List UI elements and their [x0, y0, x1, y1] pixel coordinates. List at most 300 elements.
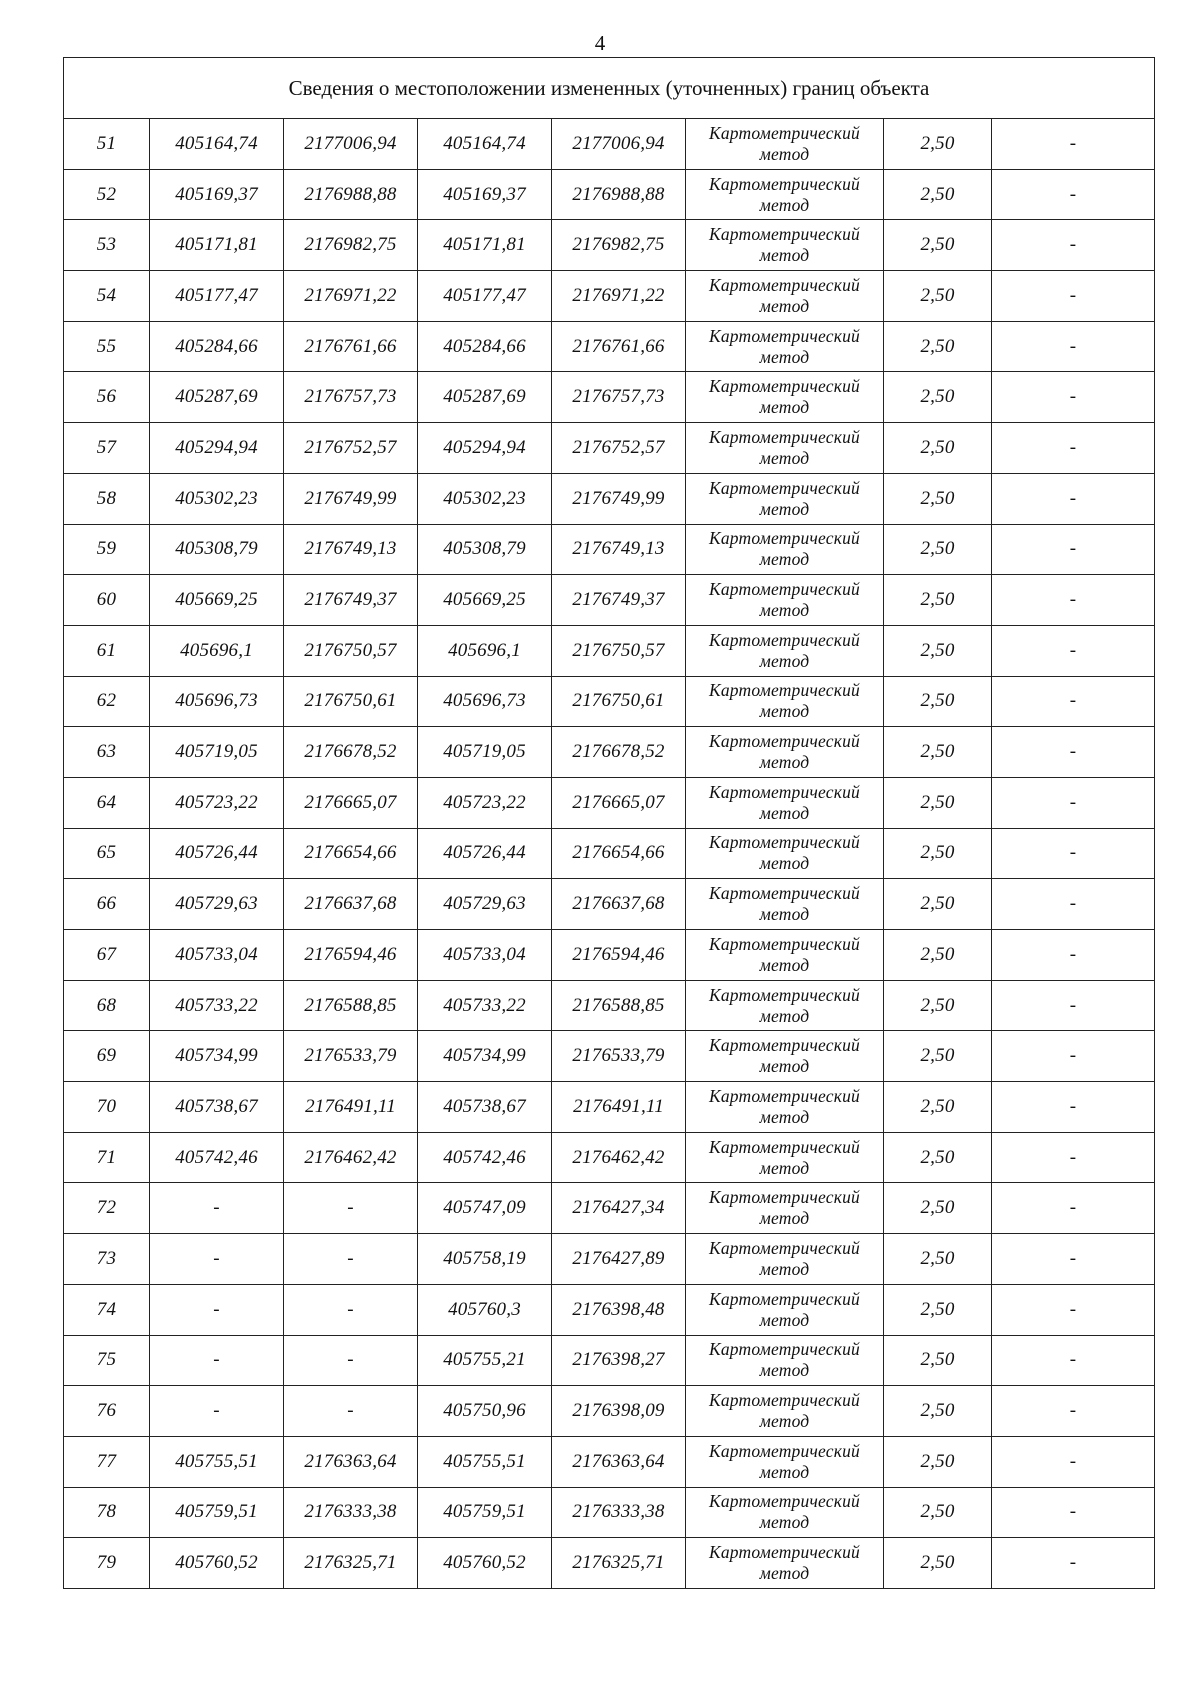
- accuracy-cell: 2,50: [884, 930, 992, 981]
- existing-y-cell: 2176491,11: [284, 1082, 418, 1133]
- table-row: [64, 625, 1155, 676]
- method-cell: [686, 1335, 884, 1386]
- method-line-2: метод: [759, 143, 810, 164]
- method-line-1: Картометрический: [709, 832, 860, 853]
- method-line-2: метод: [759, 1005, 810, 1026]
- refined-y-cell: 2176462,42: [552, 1132, 686, 1183]
- existing-y-cell: 2176757,73: [284, 372, 418, 423]
- existing-x-cell: 405164,74: [150, 119, 284, 170]
- refined-x-cell: 405758,19: [418, 1234, 552, 1285]
- refined-x-cell: 405733,22: [418, 980, 552, 1031]
- method-line-1: Картометрический: [709, 781, 860, 802]
- method-line-2: метод: [759, 1563, 810, 1584]
- existing-y-cell: 2176665,07: [284, 777, 418, 828]
- refined-x-cell: 405726,44: [418, 828, 552, 879]
- table-row: [64, 575, 1155, 626]
- table-row: [64, 1284, 1155, 1335]
- method-line-2: метод: [759, 1512, 810, 1533]
- point-number-cell: 63: [64, 727, 150, 778]
- method-line-1: Картометрический: [709, 1237, 860, 1258]
- refined-y-cell: 2176588,85: [552, 980, 686, 1031]
- point-number-cell: 78: [64, 1487, 150, 1538]
- refined-y-cell: 2176427,89: [552, 1234, 686, 1285]
- method-cell: [686, 1284, 884, 1335]
- table-header-row: [64, 58, 1155, 119]
- accuracy-cell: 2,50: [884, 423, 992, 474]
- existing-y-cell: 2176750,61: [284, 676, 418, 727]
- note-cell: -: [992, 372, 1155, 423]
- existing-x-cell: 405733,04: [150, 930, 284, 981]
- note-cell: -: [992, 524, 1155, 575]
- method-cell: [686, 473, 884, 524]
- point-number-cell: 67: [64, 930, 150, 981]
- note-cell: -: [992, 1335, 1155, 1386]
- accuracy-cell: 2,50: [884, 220, 992, 271]
- table-row: [64, 1183, 1155, 1234]
- method-line-2: метод: [759, 904, 810, 925]
- method-line-2: метод: [759, 498, 810, 519]
- table-row: [64, 879, 1155, 930]
- existing-y-cell: 2176678,52: [284, 727, 418, 778]
- point-number-cell: 59: [64, 524, 150, 575]
- point-number-cell: 60: [64, 575, 150, 626]
- existing-y-cell: 2176363,64: [284, 1436, 418, 1487]
- method-cell: [686, 828, 884, 879]
- note-cell: -: [992, 980, 1155, 1031]
- method-line-1: Картометрический: [709, 426, 860, 447]
- method-line-1: Картометрический: [709, 1035, 860, 1056]
- method-line-2: метод: [759, 650, 810, 671]
- table-row: [64, 423, 1155, 474]
- existing-y-cell: 2176971,22: [284, 271, 418, 322]
- method-line-2: метод: [759, 397, 810, 418]
- existing-y-cell: 2176594,46: [284, 930, 418, 981]
- method-cell: [686, 980, 884, 1031]
- accuracy-cell: 2,50: [884, 879, 992, 930]
- existing-y-cell: -: [284, 1234, 418, 1285]
- page-number: 4: [594, 31, 606, 55]
- refined-x-cell: 405284,66: [418, 321, 552, 372]
- point-number-cell: 74: [64, 1284, 150, 1335]
- point-number-cell: 51: [64, 119, 150, 170]
- method-line-1: Картометрический: [709, 1136, 860, 1157]
- refined-x-cell: 405723,22: [418, 777, 552, 828]
- accuracy-cell: 2,50: [884, 625, 992, 676]
- refined-x-cell: 405169,37: [418, 169, 552, 220]
- method-cell: [686, 1031, 884, 1082]
- accuracy-cell: 2,50: [884, 1284, 992, 1335]
- existing-x-cell: 405696,73: [150, 676, 284, 727]
- note-cell: -: [992, 575, 1155, 626]
- refined-y-cell: 2176678,52: [552, 727, 686, 778]
- refined-y-cell: 2176749,13: [552, 524, 686, 575]
- note-cell: -: [992, 625, 1155, 676]
- table-row: [64, 1132, 1155, 1183]
- refined-x-cell: 405669,25: [418, 575, 552, 626]
- point-number-cell: 58: [64, 473, 150, 524]
- existing-y-cell: 2176533,79: [284, 1031, 418, 1082]
- point-number-cell: 77: [64, 1436, 150, 1487]
- point-number-cell: 52: [64, 169, 150, 220]
- method-line-2: метод: [759, 295, 810, 316]
- table-row: [64, 220, 1155, 271]
- refined-x-cell: 405302,23: [418, 473, 552, 524]
- point-number-cell: 53: [64, 220, 150, 271]
- point-number-cell: 70: [64, 1082, 150, 1133]
- note-cell: -: [992, 1538, 1155, 1589]
- table-row: [64, 1487, 1155, 1538]
- table-row: [64, 1436, 1155, 1487]
- method-line-2: метод: [759, 194, 810, 215]
- point-number-cell: 73: [64, 1234, 150, 1285]
- point-number-cell: 72: [64, 1183, 150, 1234]
- method-cell: [686, 321, 884, 372]
- method-cell: [686, 676, 884, 727]
- refined-x-cell: 405729,63: [418, 879, 552, 930]
- method-cell: [686, 1487, 884, 1538]
- refined-y-cell: 2176398,48: [552, 1284, 686, 1335]
- refined-y-cell: 2176750,61: [552, 676, 686, 727]
- refined-y-cell: 2176333,38: [552, 1487, 686, 1538]
- refined-y-cell: 2176749,99: [552, 473, 686, 524]
- refined-y-cell: 2176752,57: [552, 423, 686, 474]
- existing-x-cell: 405734,99: [150, 1031, 284, 1082]
- table-row: [64, 980, 1155, 1031]
- point-number-cell: 62: [64, 676, 150, 727]
- method-line-1: Картометрический: [709, 325, 860, 346]
- method-line-2: метод: [759, 447, 810, 468]
- refined-x-cell: 405742,46: [418, 1132, 552, 1183]
- method-cell: [686, 1538, 884, 1589]
- existing-x-cell: 405284,66: [150, 321, 284, 372]
- method-line-1: Картометрический: [709, 1542, 860, 1563]
- existing-y-cell: 2176982,75: [284, 220, 418, 271]
- refined-x-cell: 405696,1: [418, 625, 552, 676]
- accuracy-cell: 2,50: [884, 321, 992, 372]
- table-row: [64, 321, 1155, 372]
- table-row: [64, 1386, 1155, 1437]
- refined-y-cell: 2177006,94: [552, 119, 686, 170]
- note-cell: -: [992, 1082, 1155, 1133]
- point-number-cell: 54: [64, 271, 150, 322]
- accuracy-cell: 2,50: [884, 980, 992, 1031]
- method-line-1: Картометрический: [709, 731, 860, 752]
- method-cell: [686, 879, 884, 930]
- note-cell: -: [992, 423, 1155, 474]
- method-line-1: Картометрический: [709, 274, 860, 295]
- table-row: [64, 1082, 1155, 1133]
- note-cell: -: [992, 271, 1155, 322]
- point-number-cell: 69: [64, 1031, 150, 1082]
- point-number-cell: 76: [64, 1386, 150, 1437]
- method-line-1: Картометрический: [709, 1187, 860, 1208]
- refined-x-cell: 405294,94: [418, 423, 552, 474]
- method-line-2: метод: [759, 1106, 810, 1127]
- existing-y-cell: 2176654,66: [284, 828, 418, 879]
- accuracy-cell: 2,50: [884, 1031, 992, 1082]
- note-cell: -: [992, 879, 1155, 930]
- table-row: [64, 1234, 1155, 1285]
- accuracy-cell: 2,50: [884, 727, 992, 778]
- method-line-1: Картометрический: [709, 984, 860, 1005]
- method-cell: [686, 575, 884, 626]
- refined-x-cell: 405287,69: [418, 372, 552, 423]
- existing-x-cell: 405729,63: [150, 879, 284, 930]
- point-number-cell: 61: [64, 625, 150, 676]
- method-line-1: Картометрический: [709, 173, 860, 194]
- existing-y-cell: 2176749,99: [284, 473, 418, 524]
- accuracy-cell: 2,50: [884, 1436, 992, 1487]
- refined-x-cell: 405734,99: [418, 1031, 552, 1082]
- method-line-1: Картометрический: [709, 528, 860, 549]
- refined-y-cell: 2176637,68: [552, 879, 686, 930]
- method-line-2: метод: [759, 1208, 810, 1229]
- method-line-2: метод: [759, 1056, 810, 1077]
- method-line-2: метод: [759, 1461, 810, 1482]
- method-line-2: метод: [759, 1309, 810, 1330]
- method-line-2: метод: [759, 1258, 810, 1279]
- refined-y-cell: 2176363,64: [552, 1436, 686, 1487]
- point-number-cell: 57: [64, 423, 150, 474]
- existing-y-cell: -: [284, 1284, 418, 1335]
- method-cell: [686, 271, 884, 322]
- table-row: [64, 930, 1155, 981]
- refined-x-cell: 405733,04: [418, 930, 552, 981]
- point-number-cell: 79: [64, 1538, 150, 1589]
- table-row: [64, 727, 1155, 778]
- accuracy-cell: 2,50: [884, 828, 992, 879]
- refined-x-cell: 405171,81: [418, 220, 552, 271]
- existing-x-cell: 405726,44: [150, 828, 284, 879]
- note-cell: -: [992, 828, 1155, 879]
- accuracy-cell: 2,50: [884, 372, 992, 423]
- table-row: [64, 119, 1155, 170]
- table-row: [64, 777, 1155, 828]
- existing-y-cell: 2176325,71: [284, 1538, 418, 1589]
- point-number-cell: 66: [64, 879, 150, 930]
- method-line-1: Картометрический: [709, 933, 860, 954]
- existing-x-cell: 405723,22: [150, 777, 284, 828]
- table-row: [64, 828, 1155, 879]
- boundary-coordinates-table: [63, 57, 1155, 1589]
- table-row: [64, 1538, 1155, 1589]
- existing-x-cell: 405302,23: [150, 473, 284, 524]
- method-line-1: Картометрический: [709, 1440, 860, 1461]
- refined-x-cell: 405760,52: [418, 1538, 552, 1589]
- refined-x-cell: 405747,09: [418, 1183, 552, 1234]
- note-cell: -: [992, 1132, 1155, 1183]
- accuracy-cell: 2,50: [884, 473, 992, 524]
- existing-x-cell: 405308,79: [150, 524, 284, 575]
- accuracy-cell: 2,50: [884, 1487, 992, 1538]
- refined-y-cell: 2176491,11: [552, 1082, 686, 1133]
- existing-x-cell: 405696,1: [150, 625, 284, 676]
- refined-y-cell: 2176757,73: [552, 372, 686, 423]
- note-cell: -: [992, 930, 1155, 981]
- table-row: [64, 271, 1155, 322]
- existing-y-cell: 2176750,57: [284, 625, 418, 676]
- refined-x-cell: 405759,51: [418, 1487, 552, 1538]
- existing-y-cell: 2176333,38: [284, 1487, 418, 1538]
- existing-y-cell: 2176761,66: [284, 321, 418, 372]
- refined-x-cell: 405719,05: [418, 727, 552, 778]
- existing-y-cell: -: [284, 1335, 418, 1386]
- refined-y-cell: 2176982,75: [552, 220, 686, 271]
- existing-x-cell: 405755,51: [150, 1436, 284, 1487]
- method-cell: [686, 169, 884, 220]
- note-cell: -: [992, 1183, 1155, 1234]
- existing-y-cell: 2176588,85: [284, 980, 418, 1031]
- refined-y-cell: 2176971,22: [552, 271, 686, 322]
- method-line-2: метод: [759, 1360, 810, 1381]
- note-cell: -: [992, 1436, 1155, 1487]
- method-line-2: метод: [759, 1411, 810, 1432]
- method-line-2: метод: [759, 802, 810, 823]
- existing-x-cell: 405177,47: [150, 271, 284, 322]
- existing-x-cell: -: [150, 1386, 284, 1437]
- existing-y-cell: -: [284, 1386, 418, 1437]
- accuracy-cell: 2,50: [884, 524, 992, 575]
- refined-x-cell: 405738,67: [418, 1082, 552, 1133]
- method-cell: [686, 1234, 884, 1285]
- method-line-1: Картометрический: [709, 1390, 860, 1411]
- table-row: [64, 1031, 1155, 1082]
- method-line-2: метод: [759, 346, 810, 367]
- existing-x-cell: 405760,52: [150, 1538, 284, 1589]
- refined-x-cell: 405750,96: [418, 1386, 552, 1437]
- table-row: [64, 473, 1155, 524]
- point-number-cell: 68: [64, 980, 150, 1031]
- existing-x-cell: 405759,51: [150, 1487, 284, 1538]
- table-row: [64, 1335, 1155, 1386]
- refined-y-cell: 2176427,34: [552, 1183, 686, 1234]
- table-row: [64, 372, 1155, 423]
- method-line-1: Картометрический: [709, 1339, 860, 1360]
- refined-y-cell: 2176594,46: [552, 930, 686, 981]
- note-cell: -: [992, 321, 1155, 372]
- accuracy-cell: 2,50: [884, 271, 992, 322]
- existing-x-cell: 405733,22: [150, 980, 284, 1031]
- point-number-cell: 75: [64, 1335, 150, 1386]
- method-cell: [686, 1183, 884, 1234]
- refined-y-cell: 2176665,07: [552, 777, 686, 828]
- refined-y-cell: 2176750,57: [552, 625, 686, 676]
- accuracy-cell: 2,50: [884, 169, 992, 220]
- accuracy-cell: 2,50: [884, 1082, 992, 1133]
- accuracy-cell: 2,50: [884, 1183, 992, 1234]
- refined-x-cell: 405755,21: [418, 1335, 552, 1386]
- accuracy-cell: 2,50: [884, 676, 992, 727]
- method-line-1: Картометрический: [709, 579, 860, 600]
- refined-y-cell: 2176761,66: [552, 321, 686, 372]
- method-cell: [686, 220, 884, 271]
- note-cell: -: [992, 777, 1155, 828]
- method-line-1: Картометрический: [709, 883, 860, 904]
- refined-x-cell: 405164,74: [418, 119, 552, 170]
- method-line-2: метод: [759, 752, 810, 773]
- refined-y-cell: 2176749,37: [552, 575, 686, 626]
- existing-y-cell: 2176749,13: [284, 524, 418, 575]
- note-cell: -: [992, 1234, 1155, 1285]
- refined-y-cell: 2176533,79: [552, 1031, 686, 1082]
- method-line-2: метод: [759, 701, 810, 722]
- refined-x-cell: 405696,73: [418, 676, 552, 727]
- existing-x-cell: -: [150, 1234, 284, 1285]
- existing-y-cell: -: [284, 1183, 418, 1234]
- refined-y-cell: 2176325,71: [552, 1538, 686, 1589]
- method-cell: [686, 625, 884, 676]
- existing-x-cell: -: [150, 1335, 284, 1386]
- table-row: [64, 524, 1155, 575]
- existing-y-cell: 2176988,88: [284, 169, 418, 220]
- accuracy-cell: 2,50: [884, 1538, 992, 1589]
- method-line-2: метод: [759, 245, 810, 266]
- method-line-1: Картометрический: [709, 1288, 860, 1309]
- refined-x-cell: 405755,51: [418, 1436, 552, 1487]
- existing-x-cell: -: [150, 1183, 284, 1234]
- existing-y-cell: 2177006,94: [284, 119, 418, 170]
- method-line-1: Картометрический: [709, 1491, 860, 1512]
- existing-x-cell: 405719,05: [150, 727, 284, 778]
- table-row: [64, 676, 1155, 727]
- accuracy-cell: 2,50: [884, 1234, 992, 1285]
- table-row: [64, 169, 1155, 220]
- method-line-2: метод: [759, 853, 810, 874]
- refined-y-cell: 2176398,09: [552, 1386, 686, 1437]
- method-line-2: метод: [759, 549, 810, 570]
- note-cell: -: [992, 473, 1155, 524]
- method-line-1: Картометрический: [709, 477, 860, 498]
- existing-x-cell: 405294,94: [150, 423, 284, 474]
- method-line-1: Картометрический: [709, 629, 860, 650]
- method-cell: [686, 1436, 884, 1487]
- method-cell: [686, 1386, 884, 1437]
- refined-y-cell: 2176654,66: [552, 828, 686, 879]
- method-cell: [686, 1132, 884, 1183]
- existing-x-cell: 405287,69: [150, 372, 284, 423]
- method-line-1: Картометрический: [709, 680, 860, 701]
- note-cell: -: [992, 1284, 1155, 1335]
- note-cell: -: [992, 220, 1155, 271]
- method-line-1: Картометрический: [709, 376, 860, 397]
- note-cell: -: [992, 1031, 1155, 1082]
- note-cell: -: [992, 676, 1155, 727]
- existing-x-cell: 405171,81: [150, 220, 284, 271]
- method-cell: [686, 524, 884, 575]
- refined-x-cell: 405760,3: [418, 1284, 552, 1335]
- refined-y-cell: 2176988,88: [552, 169, 686, 220]
- method-cell: [686, 727, 884, 778]
- existing-x-cell: 405738,67: [150, 1082, 284, 1133]
- accuracy-cell: 2,50: [884, 575, 992, 626]
- existing-x-cell: -: [150, 1284, 284, 1335]
- accuracy-cell: 2,50: [884, 1335, 992, 1386]
- existing-x-cell: 405742,46: [150, 1132, 284, 1183]
- note-cell: -: [992, 1386, 1155, 1437]
- point-number-cell: 56: [64, 372, 150, 423]
- point-number-cell: 71: [64, 1132, 150, 1183]
- method-line-1: Картометрический: [709, 224, 860, 245]
- refined-x-cell: 405177,47: [418, 271, 552, 322]
- point-number-cell: 64: [64, 777, 150, 828]
- method-line-1: Картометрический: [709, 122, 860, 143]
- method-cell: [686, 119, 884, 170]
- method-cell: [686, 1082, 884, 1133]
- method-cell: [686, 423, 884, 474]
- method-line-2: метод: [759, 954, 810, 975]
- note-cell: -: [992, 727, 1155, 778]
- accuracy-cell: 2,50: [884, 1132, 992, 1183]
